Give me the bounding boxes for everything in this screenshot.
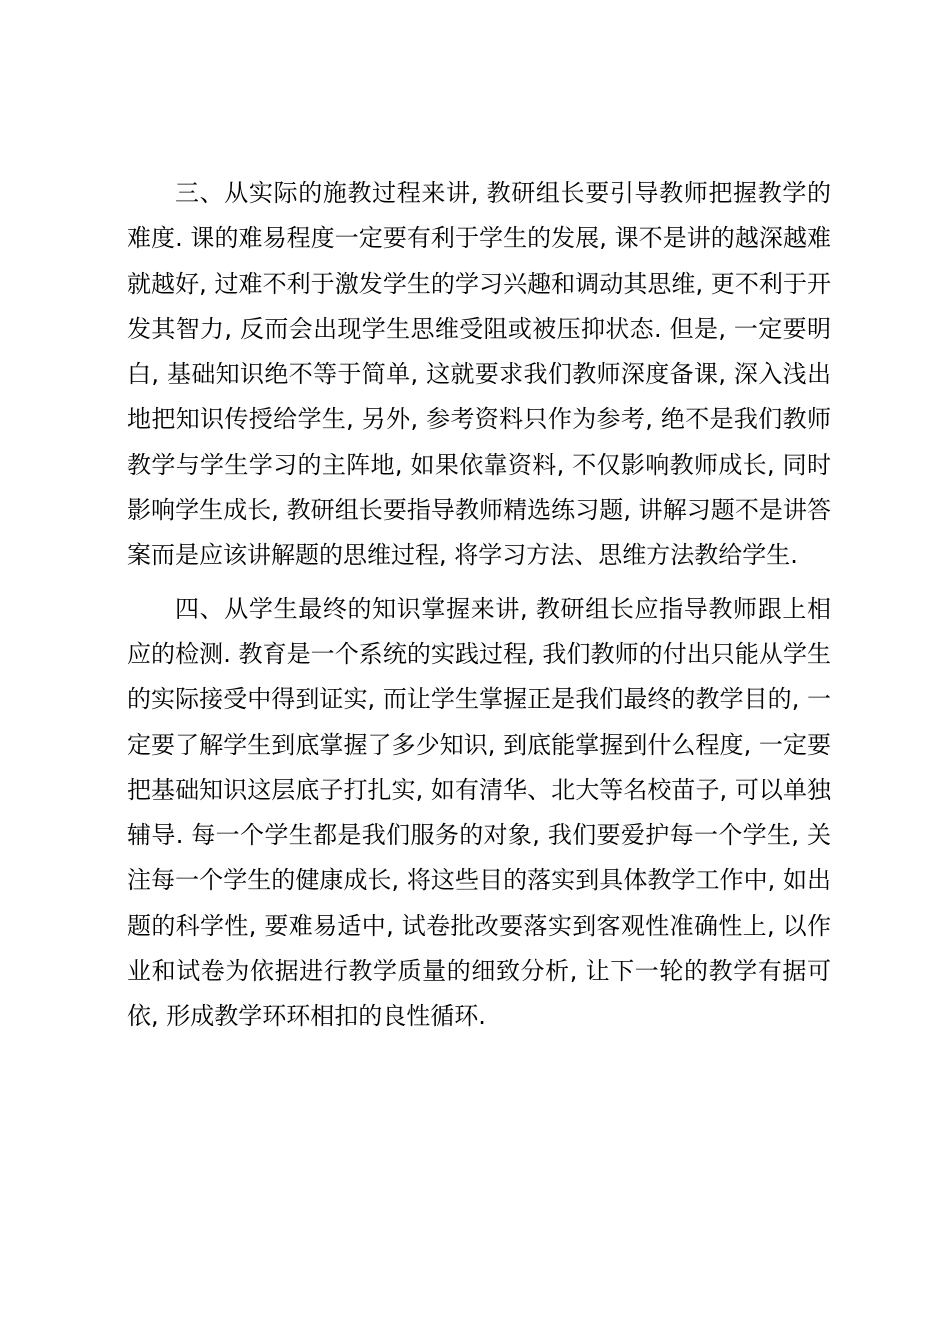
- paragraph-three: 三、从实际的施教过程来讲, 教研组长要引导教师把握教学的难度. 课的难易程度一定要有利于学生的发展, 课不是讲的越深越难就越好, 过难不利于激发学生的学习兴趣和调动其思维, 更不利于开发其智力, 反而会出现学生思维受阻或被压抑状态. 但是, 一定要明白, 基础知识绝不等于简单, 这就要求我们教师深度备课, 深入浅出地把知识传授给学生, 另外, 参考资料只作为参考, 绝不是我们教师教学与学生学习的主阵地, 如果依靠资料, 不仅影响教师成长, 同时影响学生成长, 教研组长要指导教师精选练习题, 讲解习题不是讲答案而是应该讲解题的思维过程, 将学习方法、思维方法教给学生.: [127, 179, 831, 570]
- document-body: [127, 171, 831, 1048]
- paragraph-four: 四、从学生最终的知识掌握来讲, 教研组长应指导教师跟上相应的检测. 教育是一个系统的实践过程, 我们教师的付出只能从学生的实际接受中得到证实, 而让学生掌握正是我们最终的教学目的, 一定要了解学生到底掌握了多少知识, 到底能掌握到什么程度, 一定要把基础知识这层底子打扎实, 如有清华、北大等名校苗子, 可以单独辅导. 每一个学生都是我们服务的对象, 我们要爱护每一个学生, 关注每一个学生的健康成长, 将这些目的落实到具体教学工作中, 如出题的科学性, 要难易适中, 试卷批改要落实到客观性准确性上, 以作业和试卷为依据进行教学质量的细致分析, 让下一轮的教学有据可依, 形成教学环环相扣的良性循环.: [127, 594, 831, 1031]
